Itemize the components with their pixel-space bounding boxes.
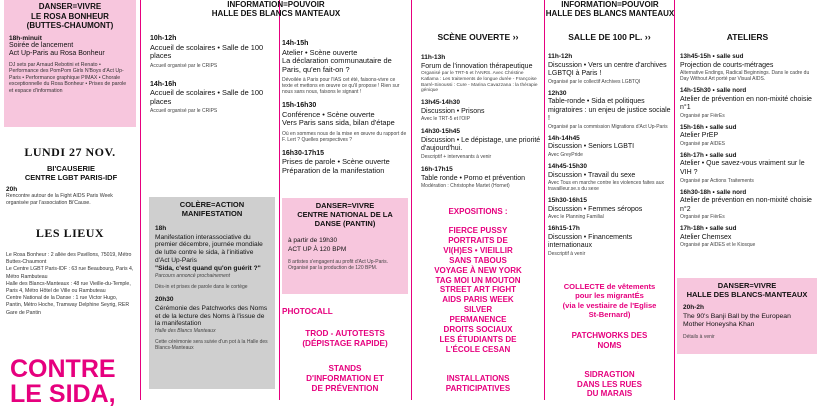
event-time: 14h-16h — [150, 80, 177, 88]
event-time: 17h-18h • salle sud — [680, 225, 737, 233]
list-item — [548, 225, 671, 257]
contre-le-sida-title: CONTRE LE SIDA, — [10, 355, 116, 408]
event-description: Dévoilée à Paris pour l'IAS cet été, faisons-vivre ce texte et mettons en œuvre ce qu'il propose ! Rien sur nous sans nous, faisons le signant ! — [282, 77, 400, 96]
rosa-bonheur-box — [4, 0, 136, 127]
event-description: Accueil organisé par le CRIPS — [150, 108, 218, 115]
event-description: Descriptif + intervenants à venir — [421, 154, 492, 161]
day-heading: LUNDI 27 NOV. — [24, 145, 116, 159]
collecte-label: COLLECTE de vêtements pour les migrantÉs (via le vestiaire de l'Eglise St-Bernard) — [562, 282, 657, 320]
column-5 — [545, 0, 674, 400]
event-description: Organisé par le TRT-5 et l'ANRS. Avec Christine Katlama : Les traitements de longue durée - Françoise Barré-Sinoussi : Cure - Marina Cavazzana : la thérapie génique — [421, 71, 538, 94]
event-title: Discussion • Prisons — [421, 107, 485, 115]
event-description: Avec le TRT-5 et l'OIP — [421, 116, 471, 123]
event-title: Forum de l'innovation thérapeutique — [421, 62, 533, 70]
ateliers-events — [680, 50, 814, 248]
list-item — [421, 54, 541, 94]
event-time: 16h-17h • salle sud — [680, 151, 737, 159]
halle-heading-right: INFORMATION=POUVOIR HALLE DES BLANCS MANTEAUX — [545, 0, 675, 18]
event-description: Où en sommes nous de la mise en œuvre du rapport de F. Lert ? Quelles perspectives ? — [282, 130, 407, 143]
column-4 — [412, 0, 544, 400]
event-description: Détails à venir — [683, 333, 715, 340]
list-item — [150, 81, 274, 115]
lieux-list: Le Rosa Bonheur : 2 allée des Pavillons, 75019, Métro Buttes-Chaumont Le Centre LGBT Paris-IDF : 63 rue Beaubourg, Paris 4, Métro Rambuteau Halle des Blancs-Manteaux : 48 rue Vieille-du-Temple, Paris 4, Métro Hôtel de Ville ou Rambuteau Centre National de la Danse : 1 rue Victor Hugo, Pantin, Métro Hoche, Tramway Delphine Seyrig, RER Gare de Pantin — [6, 252, 134, 316]
event-time: 18h-minuit — [9, 34, 42, 42]
event-title: Discussion • Le dépistage, une priorité d'aujourd'hui. — [421, 136, 541, 153]
list-item — [282, 40, 407, 95]
event-time: 15h30-16h15 — [548, 197, 588, 205]
bicauserie-heading: BI'CAUSERIE CENTRE LGBT PARIS-IDF — [24, 164, 118, 182]
event-title: Atelier de prévention en non-mixité choisie n°1 — [680, 95, 812, 112]
event-description: 8 artistes s'engagent au profit d'Act Up-Paris. Organisé par la production de 120 BPM. — [288, 259, 389, 272]
list-item — [150, 35, 274, 69]
event-description: Avec GreyPride — [548, 152, 583, 159]
event-title: The 90's Banji Ball by the European Mother Honeysha Khan — [683, 312, 791, 329]
event-time: 10h-12h — [150, 35, 177, 42]
event-time: 11h-13h — [421, 54, 446, 61]
event-title: Soirée de lancement Act Up-Paris au Rosa Bonheur — [9, 41, 105, 57]
event-quote: "Sida, c'est quand qu'on guérit ?" — [155, 264, 261, 272]
event-time: 16h30-18h • salle nord — [680, 188, 747, 196]
event-description: Alternative Endings, Radical Beginnings. Dans le cadre du Day Without Art porté par Visual AIDS. — [680, 70, 810, 83]
list-item — [548, 135, 671, 158]
event-description: Modération : Christophe Martet (Hornet) — [421, 183, 510, 190]
list-item — [680, 225, 814, 248]
event-title: Atelier de prévention en non-mixité choisie n°2 — [680, 197, 812, 213]
list-item — [680, 87, 814, 119]
patchworks-label: PATCHWORKS DES NOMS — [571, 331, 648, 350]
banji-ball-box — [677, 278, 817, 354]
column-1 — [0, 0, 140, 408]
banji-ball-heading: DANSER=VIVRE HALLE DES BLANCS-MANTEAUX — [686, 281, 808, 299]
event-time: 13h45-15h • salle sud — [680, 53, 744, 60]
list-item — [548, 90, 671, 130]
list-item — [548, 163, 671, 192]
list-item — [282, 102, 407, 143]
event-time: 14h-15h — [282, 40, 309, 47]
photocall-label: PHOTOCALL — [282, 307, 333, 316]
sidragtion-label: SIDRAGTION DANS LES RUES DU MARAIS — [577, 370, 642, 399]
halle-heading-left: INFORMATION=POUVOIR HALLE DES BLANCS MANTEAUX — [211, 0, 341, 18]
event-title: Discussion • Femmes séropos — [548, 205, 643, 213]
list-item — [680, 189, 814, 221]
event-description: Organisé par Actions Traitements — [680, 177, 754, 184]
event-description: Organisé par le collectif Archives LGBTQI — [548, 78, 641, 85]
manifestation-heading: COLÈRE=ACTION MANIFESTATION — [179, 200, 245, 218]
ateliers-heading: ATELIERS — [726, 32, 769, 42]
event-time: 14h45-15h30 — [548, 163, 588, 171]
list-item — [421, 166, 541, 189]
stands-label: STANDS D'INFORMATION ET DE PRÉVENTION — [306, 364, 384, 393]
list-item — [680, 53, 814, 82]
event-title: ACT UP À 120 BPM — [288, 245, 347, 253]
scene-ouverte-heading — [412, 33, 544, 42]
event-description: Organisé par FièrEs — [680, 214, 725, 221]
morning-events — [150, 32, 274, 114]
event-description: Accueil organisé par le CRIPS — [150, 62, 218, 69]
event-time: 14h-15h30 • salle nord — [680, 87, 747, 95]
event-description: Avec Tous en marche contre les violences faites aux travailleur.se.s du sexe — [548, 180, 664, 193]
event-time: 15h-16h • salle sud — [680, 123, 737, 131]
event-description: Organisé par AIDES et le Kiosque — [680, 242, 756, 249]
event-time: 20h — [6, 186, 18, 193]
event-note: Parcours annoncé prochainement — [155, 273, 231, 280]
event-time: 11h-12h — [548, 53, 573, 60]
event-time: 15h-16h30 — [282, 102, 317, 110]
event-title: Table ronde • Porno et prévention — [421, 174, 526, 182]
manifestation-box — [149, 197, 275, 389]
event-time: 16h30-17h15 — [282, 149, 325, 157]
event-time: 18h — [155, 225, 167, 232]
scene-ouverte-events — [421, 51, 541, 189]
list-item — [282, 150, 407, 176]
event-note: Dès-in et prises de parole dans le cortège — [155, 284, 248, 291]
event-title: Table-ronde • Sida et politiques migratoires : un enjeu de justice sociale ! — [548, 98, 671, 123]
list-item — [680, 152, 814, 184]
cnd-box — [282, 198, 408, 294]
event-description: Organisé par la commission Migrations d'Act Up-Paris — [548, 123, 668, 130]
event-description: Organisé par AIDES — [680, 140, 726, 147]
event-title: Atelier PrEP — [680, 132, 719, 140]
event-title: Discussion • Seniors LGBTI — [548, 143, 635, 151]
event-time: à partir de 19h30 — [288, 237, 338, 244]
event-time: 20h30 — [155, 296, 174, 304]
list-item — [548, 197, 671, 220]
event-title: Prises de parole • Scène ouverte Préparation de la manifestation — [282, 157, 390, 176]
expositions-list: FIERCE PUSSY PORTRAITS DE VI(H)ES • VIEILLIR SANS TABOUS VOYAGE À NEW YORK TAG MOI UN MOUTON STREET ART FIGHT AIDS PARIS WEEK SILVER PERMANENCE DROITS SOCIAUX LES ÉTUDIANTS DE L'ÉCOLE CESAN — [434, 226, 522, 354]
event-title: Manifestation interassociative du premier décembre, journée mondiale de lutte contre le sida, à l'initiative d'Act Up-Paris — [155, 233, 263, 264]
event-time: 14h30-15h45 — [421, 128, 461, 136]
afternoon-events — [282, 37, 407, 176]
scene-ouverte-label: SCÈNE OUVERTE — [437, 32, 511, 42]
double-arrow-icon: ›› — [644, 32, 651, 42]
event-time: 12h30 — [548, 89, 567, 97]
list-item — [421, 99, 541, 122]
double-arrow-icon: ›› — [512, 32, 519, 42]
event-title: Projection de courts-métrages — [680, 61, 774, 69]
event-title: Cérémonie des Patchworks des Noms et de la lecture des Noms à l'issue de la manifestation — [155, 304, 268, 328]
event-description: Rencontre autour de la Fight AIDS Paris Week organisée par l'association Bi'Cause. — [6, 193, 113, 206]
event-description: Descriptif à venir — [548, 250, 586, 257]
event-time: 16h15-17h — [548, 225, 580, 233]
event-note: Cette cérémonie sera suivie d'un pot à la Halle des Blancs-Manteaux — [155, 339, 268, 352]
expositions-heading: EXPOSITIONS : — [448, 207, 508, 216]
event-title: Atelier • Scène ouverte La déclaration communautaire de Paris, qu'en fait-on ? — [282, 47, 392, 74]
event-title: Discussion • Financements internationaux — [548, 233, 633, 250]
event-title: Atelier Chemsex — [680, 233, 732, 241]
rosa-bonheur-heading: DANSER=VIVRE LE ROSA BONHEUR (BUTTES-CHAUMONT) — [26, 2, 114, 30]
event-description: Avec le Planning Familial — [548, 214, 604, 221]
bicauserie-block — [6, 164, 136, 206]
event-place: Halle des Blancs Manteaux — [155, 328, 216, 335]
event-description: Organisé par FièrEs — [680, 112, 725, 119]
event-title: Conférence • Scène ouverte Vers Paris sans sida, bilan d'étape — [282, 109, 395, 128]
event-time: 16h-17h15 — [421, 166, 453, 174]
event-title: Discussion • Travail du sexe — [548, 171, 636, 179]
list-item — [680, 124, 814, 147]
event-time: 13h45-14h30 — [421, 99, 461, 107]
column-6 — [675, 0, 820, 400]
installations-label: INSTALLATIONS PARTICIPATIVES — [445, 374, 511, 393]
column-3 — [280, 0, 411, 400]
event-time: 14h-14h45 — [548, 134, 580, 142]
salle-100-heading — [545, 33, 674, 42]
event-title: Discussion • Vers un centre d'archives LGBTQI à Paris ! — [548, 61, 667, 78]
lieux-heading: LES LIEUX — [35, 226, 105, 240]
list-item — [548, 53, 671, 85]
event-title: Atelier • Que savez-vous vraiment sur le VIH ? — [680, 160, 805, 176]
event-title: Accueil de scolaires • Salle de 100 places — [150, 42, 264, 61]
salle-100-label: SALLE DE 100 PL. — [568, 32, 643, 42]
list-item — [421, 128, 541, 160]
event-description: DJ sets par Arnaud Rebotini et Renato • Performance des PomPom Girls N'Boys d'Act Up-Paris • Performance graphique PIMAX • Chorale exceptionnelle du Rosa Bonheur • Prises de parole et espace d'information — [9, 61, 127, 94]
trod-label: TROD - AUTOTESTS (DÉPISTAGE RAPIDE) — [302, 329, 388, 348]
salle-100-events — [548, 50, 671, 257]
cnd-heading: DANSER=VIVRE CENTRE NATIONAL DE LA DANSE (PANTIN) — [297, 201, 393, 228]
event-title: Accueil de scolaires • Salle de 100 places — [150, 88, 264, 106]
event-time: 20h-2h — [683, 304, 704, 311]
